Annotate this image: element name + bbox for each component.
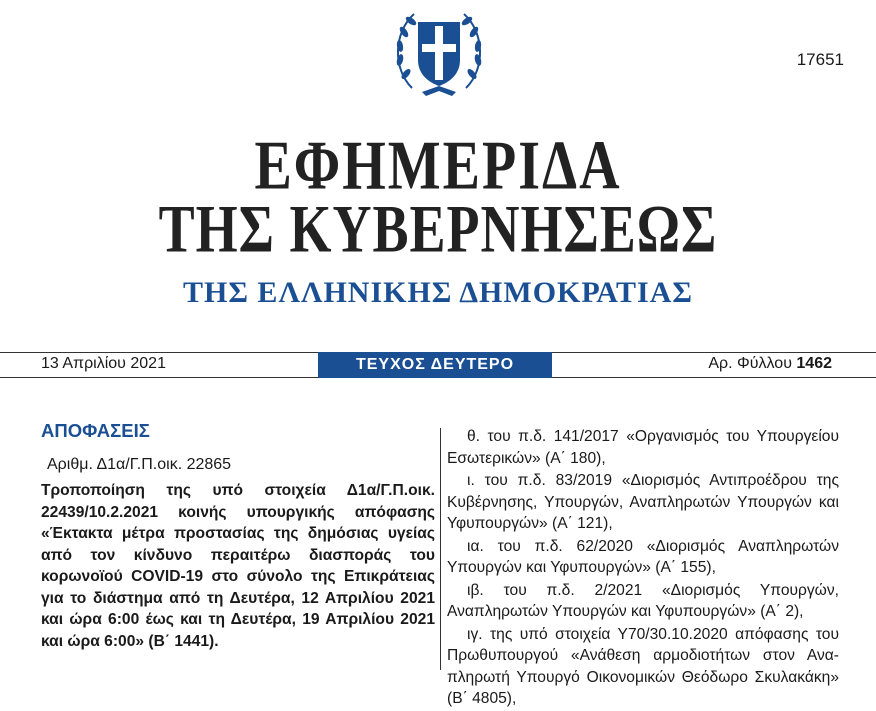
clause-iota-gamma: ιγ. της υπό στοιχεία Υ70/30.10.2020 απόφασης του Πρωθυπουργού «Ανάθεση αρμοδιοτήτων στον Αναπληρωτή Υπουργό Οικονομικών Θεόδωρο Σκυλακάκη» (Β΄ 4805), [447,625,839,707]
series-badge: ΤΕΥΧΟΣ ΔΕΥΤΕΡΟ [318,352,552,378]
masthead-subtitle: ΤΗΣ ΚΥΒΕΡΝΗΣΕΩΣ [158,191,718,267]
sheet-number [708,355,832,373]
masthead-title: ΕΦΗΜΕΡΙΔΑ [254,127,622,205]
masthead-republic: ΤΗΣ ΕΛΛΗΝΙΚΗΣ ΔΗΜΟΚΡΑΤΙΑΣ [182,276,694,309]
issue-info-bar [0,352,876,378]
right-column [447,426,839,711]
column-divider [440,428,441,670]
clause-iota-beta: ιβ. του π.δ. 2/2021 «Διορισμός Υπουργών, Αναπληρωτών Υπουργών και Υφυπουργών» (Α΄ 2), [447,581,839,620]
clause-theta: θ. του π.δ. 141/2017 «Οργανισμός του Υπουργείου Εσωτερικών» (Α΄ 180), [447,428,839,467]
decision-title: Τροποποίηση της υπό στοιχεία Δ1α/Γ.Π.οικ. 22439/10.2.2021 κοινής υπουργικής απόφασης «Έκτακτα μέτρα προστασίας της δημόσιας υγείας από τον κίνδυνο περαιτέρω διασποράς του κορωνοϊού COVID-19 στο σύνολο της Επικράτειας για το διάστημα από τη Δευτέρα, 12 Απριλίου 2021 και ώρα 6:00 έως και τη Δευτέρα, 19 Απριλίου 2021 και ώρα 6:00» (Β΄ 1441). [41,482,435,650]
greek-coat-of-arms-icon [386,2,492,102]
clause-iota-alpha: ια. του π.δ. 62/2020 «Διορισμός Αναπληρωτών Υπουργών και Υφυπουργών» (Α΄ 155), [447,537,839,576]
left-column [41,420,435,652]
decision-reference: Αριθμ. Δ1α/Γ.Π.οικ. 22865 [47,456,232,473]
clause-iota: ι. του π.δ. 83/2019 «Διορισμός Αντιπροέδρου της Κυβέρνησης, Υπουργών, Αναπληρωτών Υπουργών και Υφυπουργών» (Α΄ 121), [447,472,839,532]
sheet-label: Αρ. Φύλλου [708,355,792,372]
section-title: ΑΠΟΦΑΣΕΙΣ [41,420,150,441]
issue-date: 13 Απριλίου 2021 [41,355,166,372]
sheet-value: 1462 [796,355,832,372]
page-number: 17651 [796,50,844,69]
